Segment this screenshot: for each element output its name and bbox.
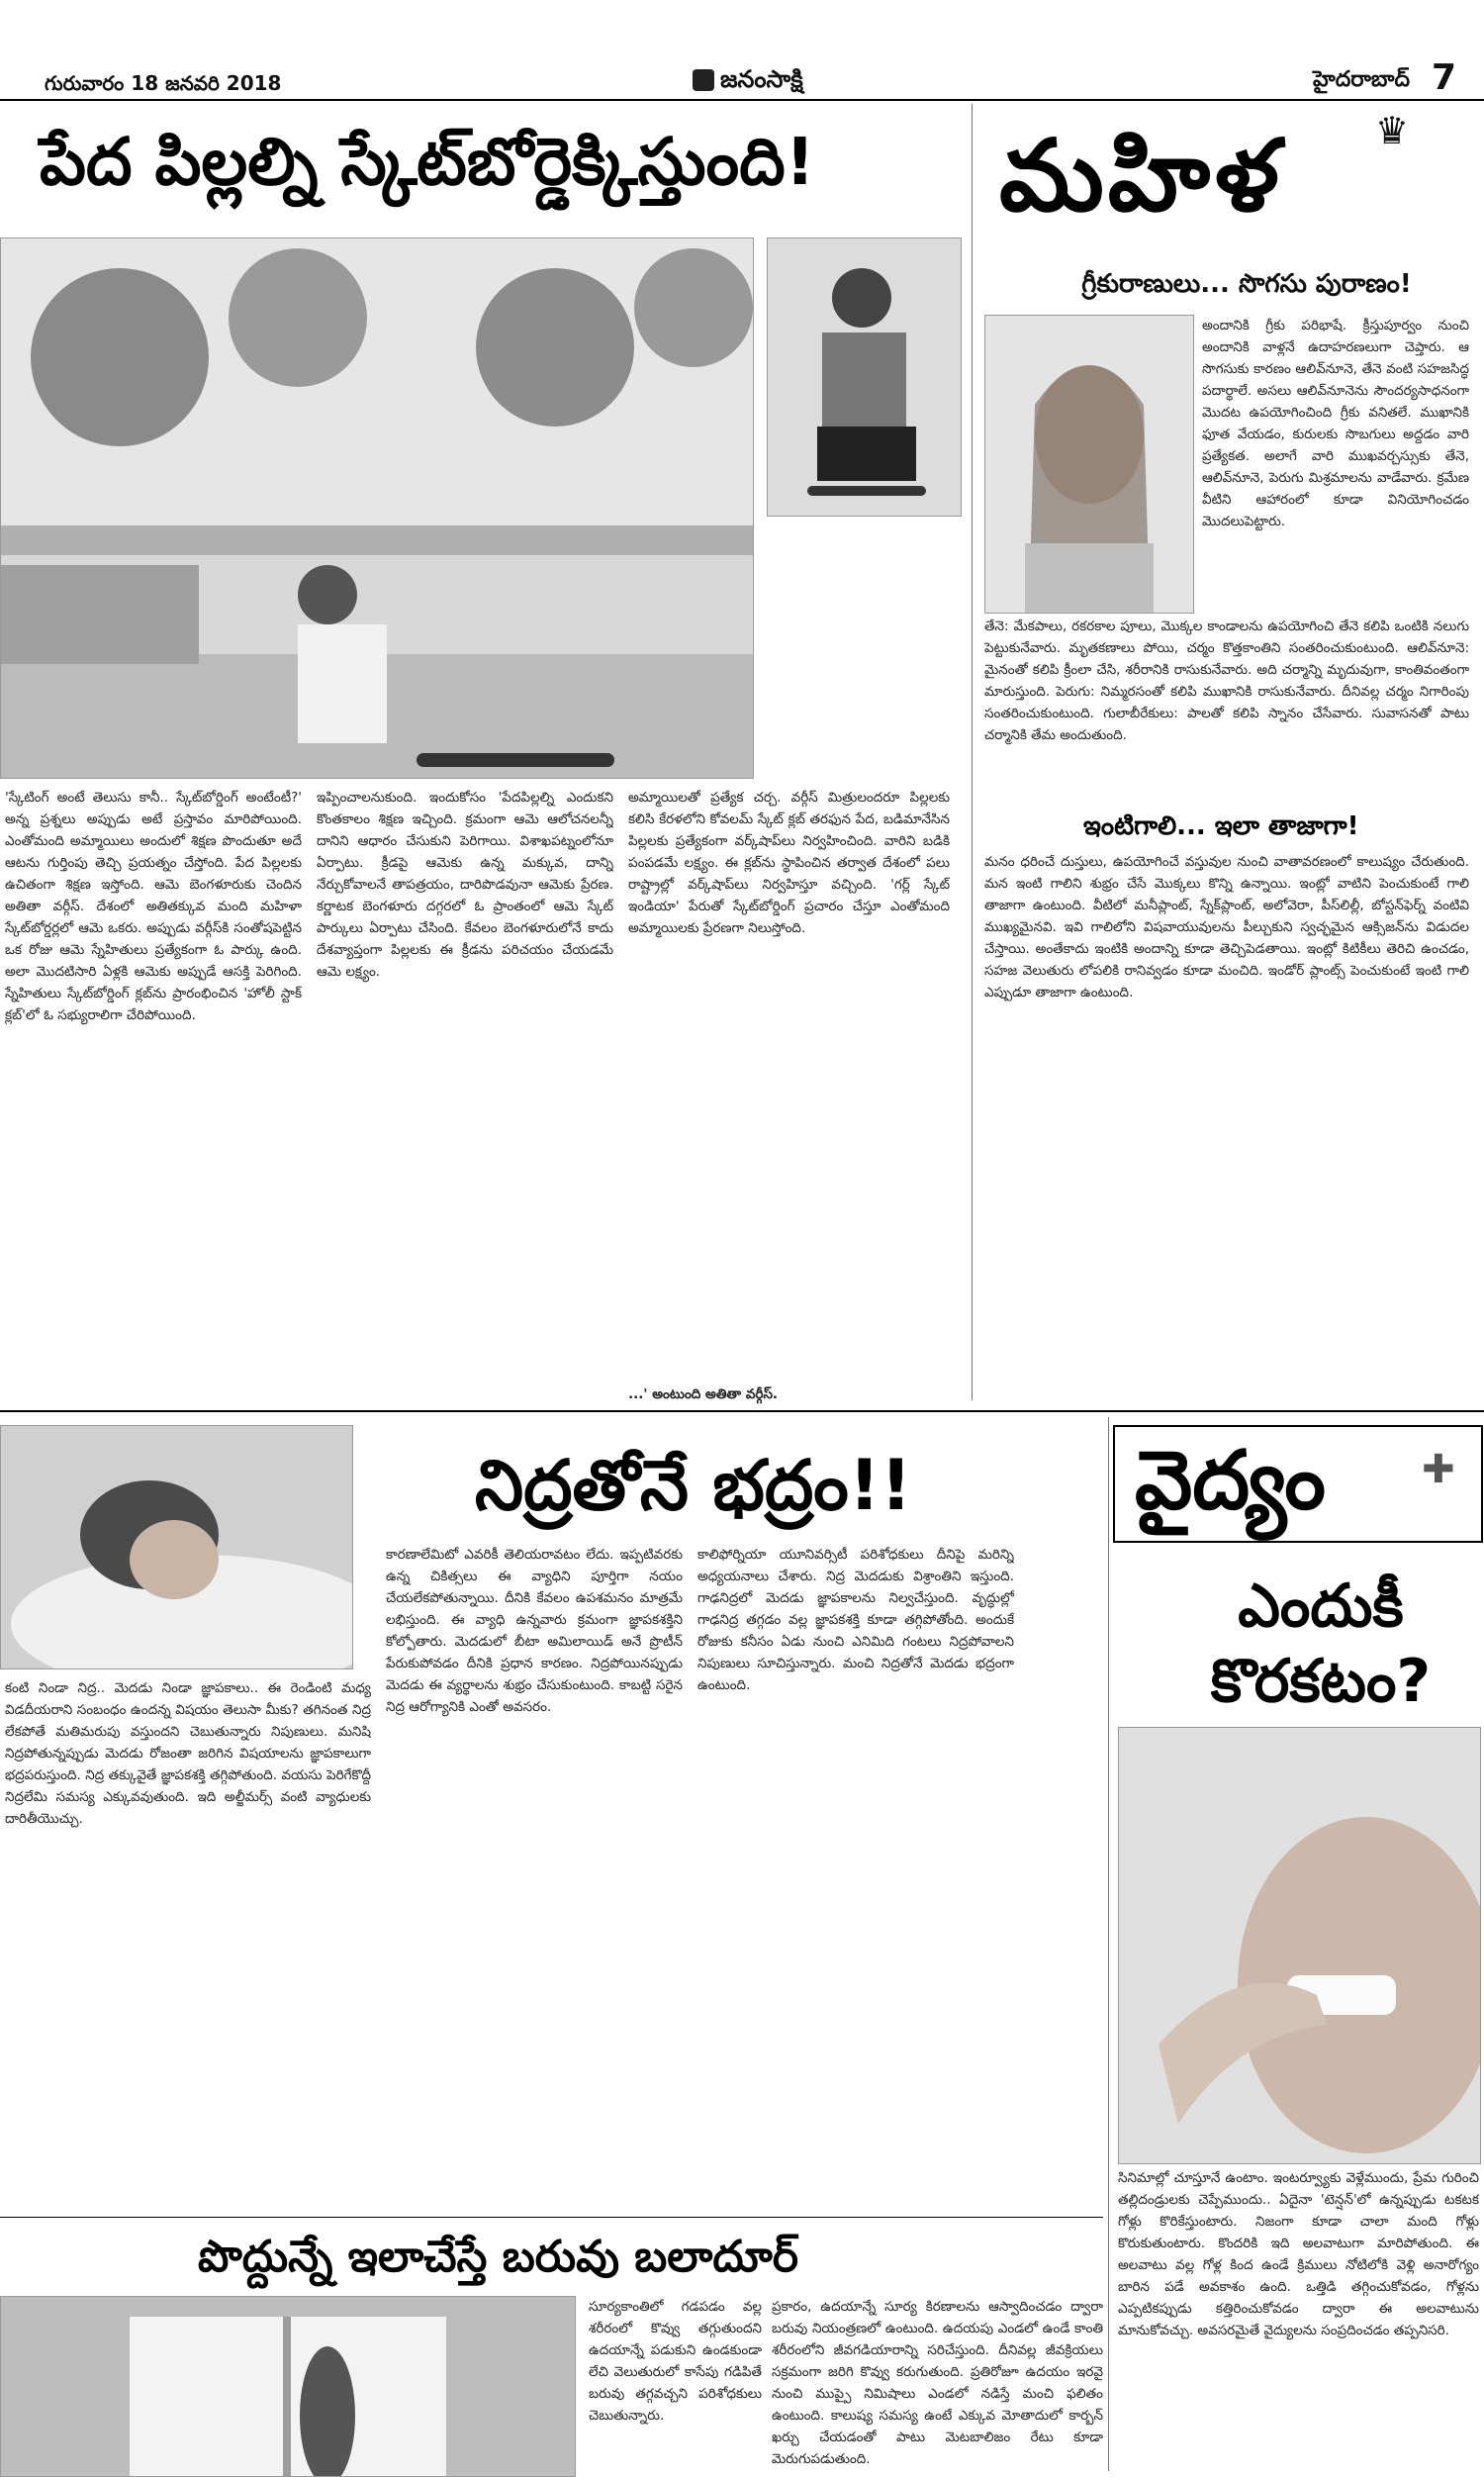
header-rule (0, 99, 1484, 101)
story1-headline: పేద పిల్లల్ని స్కేట్‌బోర్డెక్కిస్తుంది! (40, 124, 815, 200)
sleep-col1: కంటి నిండా నిద్ర.. మెదడు నిండా జ్ఞాపకాలు.. ఈ రెండింటి మధ్య విడదీయరాని సంబంధం ఉందన్న విషయం తెలుసా మీకు? తగినంత నిద్ర లేకపోతే మతిమరుపు వస్తుందని చెబుతున్నారు నిపుణులు. మనిషి నిద్రపోతున్నప్పుడు మెదడు రోజంతా జరిగిన విషయాలను జ్ఞాపకాలుగా భద్రపరుస్తుంది. నిద్ర తక్కువైతే జ్ఞాపకశక్తి తగ్గిపోతుంది. వయసు పెరిగేకొద్దీ నిద్రలేమి సమస్య ఎక్కువవుతుంది. ఇది అల్జీమర్స్ వంటి వ్యాధులకు దారితీయొచ్చు. (5, 1680, 371, 1827)
model-illustration (985, 316, 1193, 613)
mahila-subtitle: గ్రీకురాణులు... సొగసు పురాణం! (1081, 269, 1412, 299)
story1-col2: ఇప్పించాలనుకుంది. ఇందుకోసం 'పేదపిల్లల్ని ఎందుకని కొంతకాలం శిక్షణ ఇచ్చింది. క్రమంగా ఆమె ఆలోచనలన్నీ దానిని ఆధారం చేసుకుని పెరిగాయి. విశాఖపట్నంలోనూ ఏర్పాటు. క్రీడపై ఆమెకు ఉన్న మక్కువ, దాన్ని నేర్చుకోవాలనే తాపత్రయం, దారిపొడవునా ఆమెకు ప్రేరణ. కర్ణాటక బెంగళూరు దగ్గరలో ఓ ప్రాంతంలో ఆమె స్కేట్ పార్కులు ఏర్పాటు చేసింది. కేవలం బెంగళూరులోనే కాదు దేశవ్యాప్తంగా పిల్లలకు ఈ క్రీడను పరిచయం చేయడమే ఆమె లక్ష్యం. (317, 790, 613, 980)
window-illustration (1, 2297, 575, 2476)
sleeping-illustration (1, 1426, 352, 1668)
column-divider-lower (1108, 1417, 1109, 2471)
kitchen-body: మనం ధరించే దుస్తులు, ఉపయోగించే వస్తువుల నుంచి వాతావరణంలో కాలుష్యం చేరుతుంది. మన ఇంటి గాలిని శుభ్రం చేసే మొక్కలు కొన్ని ఉన్నాయి. ఇంట్లో వాటిని పెంచుకుంటే గాలి తాజాగా ఉంటుంది. వీటిలో మనీప్లాంట్, స్నేక్‌ప్లాంట్, అలోవెరా, పీస్‌లిల్లీ, బోస్టన్‌ఫెర్న్ వంటివి ముఖ్యమైనవి. ఇవి గాలిలోని విషవాయువులను పీల్చుకుని స్వచ్ఛమైన ఆక్సిజన్‌ను విడుదల చేస్తాయి. అంతేకాదు ఇంటికి అందాన్ని కూడా తెచ్చిపెడతాయి. ఇంట్లో కిటికీలు తెరిచి ఉంచడం, సహజ వెలుతురు లోపలికి రానివ్వడం కూడా మంచిది. ఇండోర్ ప్లాంట్స్ పెంచుకుంటే ఇంటి గాలి ఎప్పుడూ తాజాగా ఉంటుంది. (984, 854, 1469, 1000)
mahila-intro: అందానికి గ్రీకు పరిభాషే. క్రీస్తుపూర్వం నుంచి అందానికి వాళ్లనే ఉదాహరణలుగా చెప్తారు. ఆ సొగసుకు కారణం ఆలివ్‌నూనె, తేనె వంటి సహజసిద్ధ పదార్థాలే. అసలు ఆలివ్‌నూనెను సౌందర్యసాధనంగా మొదట ఉపయోగించింది గ్రీకు వనితలే. ముఖానికి ఫూత వేయడం, కురులకు సొబగులు అద్దడం వారి ప్రత్యేకత. అలాగే వారి ముఖవర్చస్సుకు తేనె, ఆలివ్‌నూనె, పెరుగు మిశ్రమాలను వాడేవారు. క్రమేణ వీటిని ఆహారంలో కూడా వినియోగించడం మొదలుపెట్టారు. (1202, 318, 1469, 529)
skateboarder-photo (0, 238, 754, 779)
morning-col2: ప్రకారం, ఉదయాన్నే సూర్య కిరణాలను ఆస్వాదించడం ద్వారా బరువు నియంత్రణలో ఉంటుంది. ఉదయపు ఎండలో ఉండే కాంతి శరీరంలోని జీవగడియారాన్ని సరిచేస్తుంది. దీనివల్ల జీవక్రియలు సక్రమంగా జరిగి కొవ్వు కరుగుతుంది. ప్రతిరోజూ ఉదయం ఇరవై నుంచి ముప్పై నిమిషాలు ఎండలో నడిస్తే మంచి ఫలితం ఉంటుంది. కాలుష్య సమస్య ఉంటే ఎక్కువ మోతాదులో కార్బన్ ఖర్చు చేయడంతో పాటు మెటబాలిజం రేటు కూడా మెరుగుపడుతుంది. (772, 2299, 1103, 2467)
crown-icon: ♛ (1375, 109, 1410, 152)
mahila-brand: మహిళ (999, 117, 1283, 234)
paper-name: జనంసాక్షి (720, 65, 803, 93)
vaidyam-body: సినిమాల్లో చూస్తూనే ఉంటాం. ఇంటర్వ్యూకు వెళ్లేముందు, ప్రేమ గురించి తల్లిదండ్రులకు చెప్పేముందు.. ఏదైనా 'టెన్షన్'లో ఉన్నప్పుడు టకటక గోళ్లు కొరికేస్తుంటారు. నిజంగా కూడా చాలా మంది గోళ్లు కొరుకుతుంటారు. కొందరికి ఇది అలవాటుగా మారిపోతుంది. ఈ అలవాటు వల్ల గోళ్ల కింద ఉండే క్రిములు నోటిలోకి వెళ్లి అనారోగ్యం బారిన పడే అవకాశం ఉంది. ఒత్తిడి తగ్గించుకోవడం, గోళ్లను ఎప్పటికప్పుడు కత్తిరించుకోవడం ద్వారా ఈ అలవాటును మానుకోవచ్చు. అవసరమైతే వైద్యులను సంప్రదించడం తప్పనిసరి. (1118, 2170, 1479, 2338)
story1-signoff: ...' అంటుంది అతితా వర్గీస్. (628, 1386, 779, 1402)
sleep-col3: కాలిఫోర్నియా యూనివర్సిటీ పరిశోధకులు దీనిపై మరిన్ని అధ్యయనాలు చేశారు. నిద్ర మెదడుకు విశ్రాంతిని ఇస్తుంది. గాఢనిద్రలో మెదడు జ్ఞాపకాలను నిల్వచేస్తుంది. వృద్ధుల్లో గాఢనిద్ర తగ్గడం వల్ల జ్ఞాపకశక్తి కూడా తగ్గిపోతోంది. అందుకే రోజుకు కనీసం ఏడు నుంచి ఎనిమిది గంటలు నిద్రపోవాలని నిపుణులు సూచిస్తున్నారు. మంచి నిద్రతోనే మెదడు భద్రంగా ఉంటుంది. (697, 1547, 1014, 1693)
morning-window-photo (0, 2296, 576, 2477)
story1-col1: 'స్కేటింగ్ అంటే తెలుసు కానీ.. స్కేట్‌బోర్డింగ్ అంటేంటీ?' అన్న ప్రశ్నలు అప్పుడు అటే ప్రస్తావం మారిపోయింది. ఎంతోమంది అమ్మాయిలు అందులో శిక్షణ పొందుతూ అదే ఆటను గుర్తింపు తెచ్చి ప్రయత్నం చేస్తోంది. పేద పిల్లలకు ఉచితంగా శిక్షణ ఇస్తోంది. ఆమె బెంగళూరుకు చెందిన అతితా వర్గీస్. దేశంలో అతితక్కువ మంది మహిళా స్కేట్‌బోర్డర్లలో ఆమె ఒకరు. అప్పుడు వర్గీస్‌కి సంతోషపెట్టిన ఒక రోజు ఆమె స్నేహితులు ప్రత్యేకంగా ఓ పార్కు ఉంది. అలా మొదటిసారి ఏళ్లకి ఆమెకు అప్పుడే ఆసక్తి పెరిగింది. స్నేహితులు స్కేట్‌బోర్డింగ్ క్లబ్‌ను ప్రారంభించిన 'హోలీ స్టాక్ క్లబ్'లో ఓ సభ్యురాలిగా చేరిపోయింది. (5, 790, 302, 1023)
nail-biting-illustration (1119, 1728, 1480, 2163)
column-divider (972, 104, 973, 1400)
issue-date: గురువారం 18 జనవరి 2018 (45, 71, 282, 95)
vaidyam-headline: ఎందుకీ కొరకటం? (1210, 1572, 1432, 1716)
medical-cross-icon: ✚ (1422, 1447, 1455, 1492)
vaidyam-box (1113, 1425, 1483, 1543)
story1-col3: అమ్మాయిలతో ప్రత్యేక చర్చ. వర్గీస్ మిత్రులందరూ పిల్లలకు కలిసి కేరళలోని కోవలమ్ స్కేట్ క్లబ్ తరఫున పేద, బడిమానేసిన పిల్లలకు ప్రత్యేకంగా వర్క్‌షాప్‌లు నిర్వహించింది. వారిని బడికి పంపడమే లక్ష్యం. ఈ క్లబ్‌ను స్థాపించిన తర్వాత దేశంలో పలు రాష్ట్రాల్లో వర్క్‌షాప్‌లు నిర్వహిస్తూ వచ్చింది. 'గర్ల్ స్కేట్ ఇండియా' పేరుతో స్కేట్‌బోర్డింగ్ ప్రచారం చేస్తూ ఎంతోమంది అమ్మాయిలకు ప్రేరణగా నిలుస్తోంది. (628, 790, 950, 936)
morning-col1: సూర్యకాంతిలో గడపడం వల్ల శరీరంలో కొవ్వు తగ్గుతుందని ఉదయాన్నే పడుకుని ఉండకుండా లేచి వెలుతురులో కాసేపు గడిపితే బరువు తగ్గవచ్చని పరిశోధకులు చెబుతున్నారు. (589, 2299, 762, 2424)
paper-logo (693, 65, 803, 99)
page-header (0, 0, 1484, 99)
sleeping-woman-photo (0, 1425, 353, 1669)
skatepark-illustration (1, 238, 753, 778)
nail-biting-photo (1118, 1727, 1481, 2164)
vaidyam-brand: వైద్యం (1135, 1433, 1326, 1528)
model-portrait-photo (984, 315, 1194, 614)
mahila-body: తేనె: మేకపాలు, రకరకాల పూలు, మొక్కల కాండాలను ఉపయోగించి తేనె కలిపి ఒంటికి నలుగు పెట్టుకునేవారు. మృతకణాలు పోయి, చర్మం కొత్తకాంతిని సంతరించుకుంటుంది. ఆలివ్‌నూనె: మైనంతో కలిపి క్రీంలా చేసి, శరీరానికి రాసుకునేవారు. అది చర్మాన్ని మృదువుగా, కాంతివంతంగా మారుస్తుంది. పెరుగు: నిమ్మరసంతో కలిపి ముఖానికి రాసుకునేవారు. దీనివల్ల చర్మం నిగారింపు సంతరించుకుంటుంది. గులాబీరేకులు: పాలతో కలిపి స్నానం చేసేవారు. సువాసనతో పాటు చర్మానికి తేమ అందుతుంది. (984, 619, 1469, 743)
edition-city: హైదరాబాద్ (1313, 67, 1410, 92)
page-number: 7 (1431, 57, 1456, 98)
logo-icon (693, 69, 714, 91)
morning-headline: పొద్దున్నే ఇలాచేస్తే బరువు బలాదూర్ (198, 2232, 798, 2282)
sleep-headline: నిద్రతోనే భద్రం!! (475, 1445, 912, 1526)
skater-illustration (768, 238, 961, 516)
kitchen-heading: ఇంటిగాలి... ఇలా తాజాగా! (1083, 811, 1359, 841)
sleep-col2: కారణాలేమిటో ఎవరికీ తెలియరావటం లేదు. ఇప్పటివరకు ఉన్న చికిత్సలు ఈ వ్యాధిని పూర్తిగా నయం చేయలేకపోతున్నాయి. దీనికి కేవలం ఉపశమనం మాత్రమే లభిస్తుంది. ఈ వ్యాధి ఉన్నవారు క్రమంగా జ్ఞాపకశక్తిని కోల్పోతారు. మెదడులో బీటా అమిలాయిడ్ అనే ప్రొటీన్ పేరుకుపోవడం దీనికి ప్రధాన కారణం. నిద్రపోయినప్పుడు మెదడు ఈ వ్యర్థాలను శుభ్రం చేసుకుంటుంది. కాబట్టి సరైన నిద్ర ఆరోగ్యానికి ఎంతో అవసరం. (386, 1547, 683, 1715)
skater-crouching-photo (767, 238, 962, 517)
morning-rule (0, 2217, 1103, 2218)
section-rule (0, 1410, 1484, 1412)
